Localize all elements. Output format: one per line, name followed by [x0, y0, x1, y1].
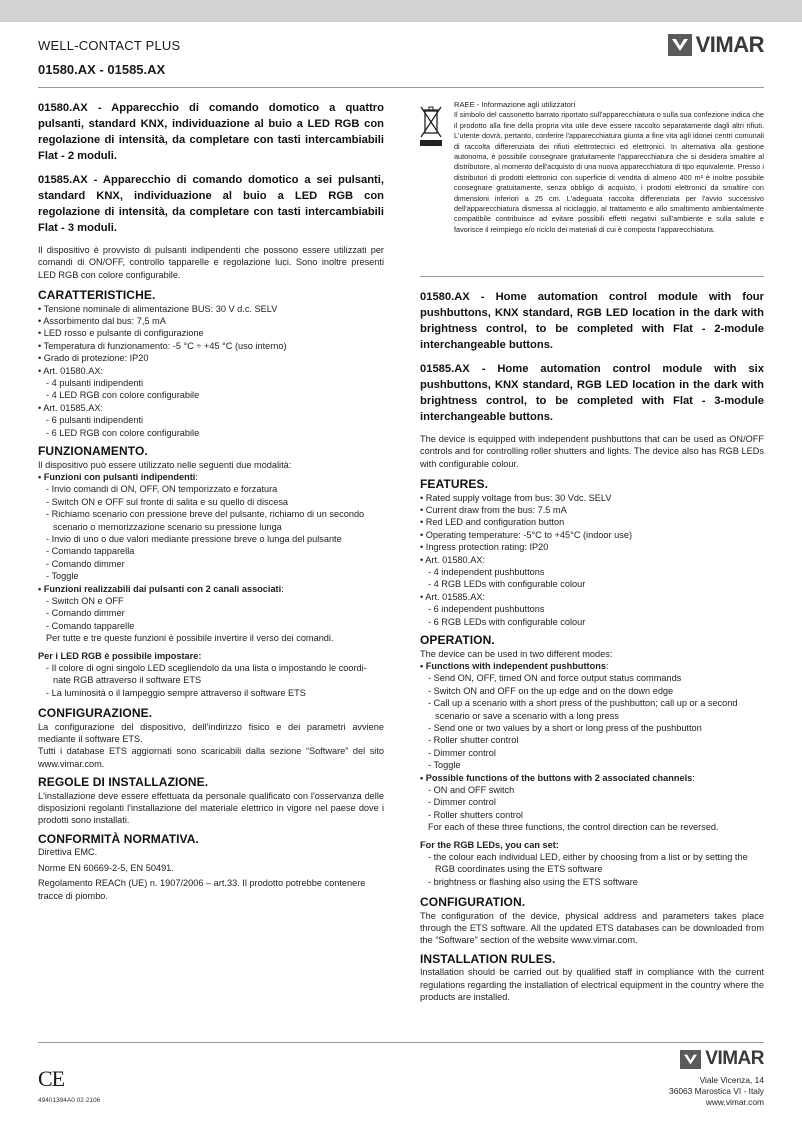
vimar-logo-mark-icon [668, 34, 692, 56]
raee-title: RAEE - Informazione agli utilizzatori [454, 100, 576, 109]
list-item: RGB coordinates using the ETS software [435, 864, 603, 875]
list-item: - Toggle [46, 571, 79, 582]
it-config-text: La configurazione del dispositivo, dell'indirizzo fisico e dei parametri avviene mediante il software ETS. [38, 721, 384, 745]
list-item: - Dimmer control [428, 747, 496, 758]
it-operation-intro: Il dispositivo può essere utilizzato nelle seguenti due modalità: [38, 459, 292, 470]
it-operation-title: FUNZIONAMENTO. [38, 444, 148, 459]
list-item: - 6 LED RGB con colore configurabile [46, 427, 200, 438]
it-config-text2: Tutti i database ETS aggiornati sono scaricabili dalla sezione “Software” del sito www.vimar.com. [38, 746, 384, 769]
list-item: - 4 RGB LEDs with configurable colour [428, 579, 586, 590]
vimar-logo-text: VIMAR [695, 32, 764, 57]
list-item: nate RGB attraverso il software ETS [53, 675, 202, 686]
ce-mark: CE [38, 1066, 65, 1091]
list-item: • Art. 01585.AX: [420, 591, 486, 602]
list-item: - Switch ON e OFF [46, 595, 124, 606]
en-op-indep-title: • Functions with independent pushbuttons: [420, 660, 609, 671]
en-features-title: FEATURES. [420, 477, 489, 492]
footer-rule [38, 1042, 764, 1043]
list-item: • Temperatura di funzionamento: -5 °C ÷ +45 °C (uso interno) [38, 340, 287, 351]
it-config-title: CONFIGURAZIONE. [38, 706, 153, 721]
list-item: • Art. 01580.AX: [420, 554, 486, 565]
it-lead-01585: 01585.AX - Apparecchio di comando domotico a sei pulsanti, standard KNX, individuazione al buio a LED RGB con regolazione di intensità, da completare con tasti intercambiabili Flat - 3 moduli. [38, 174, 384, 234]
header-rule [38, 87, 764, 88]
list-item: • Tensione nominale di alimentazione BUS: 30 V d.c. SELV [38, 303, 278, 314]
list-item: - 6 pulsanti indipendenti [46, 415, 144, 426]
vimar-logo [668, 32, 764, 58]
it-op-indep-title: • Funzioni con pulsanti indipendenti: [38, 471, 198, 482]
it-rgb-title: Per i LED RGB è possibile impostare: [38, 650, 202, 661]
en-rgb-title: For the RGB LEDs, you can set: [420, 839, 559, 850]
en-install-text: Installation should be carried out by qualified staff in compliance with the current regulations regarding the installation of electrical equipment in the country where the products are installed. [420, 967, 764, 1003]
list-item: • Current draw from the bus: 7.5 mA [420, 505, 567, 516]
en-config-text: The configuration of the device, physical address and parameters takes place through the ETS software. All the updated ETS databases can be downloaded from the “Software” section of the website www.vimar.com. [420, 910, 764, 946]
list-item: scenario or save a scenario with a long press [435, 710, 619, 721]
list-item: scenario o memorizzazione scenario su pressione lunga [53, 521, 282, 532]
list-item: - Roller shutters control [428, 809, 523, 820]
document-header [38, 32, 764, 77]
list-item: - Send one or two values by a short or long press of the pushbutton [428, 722, 702, 733]
en-install-title: INSTALLATION RULES. [420, 951, 556, 966]
list-item: - Richiamo scenario con pressione breve del pulsante, richiamo di un secondo [46, 509, 365, 520]
it-install-text: L'installazione deve essere effettuata da personale qualificato con l'osservanza delle disposizioni regolanti l'installazione del materiale elettrico in vigore nel paese dove i prodotti sono installati. [38, 790, 384, 826]
footer-vimar-logo [680, 1048, 764, 1070]
document-code: 49401394A0 02 2106 [38, 1097, 101, 1104]
raee-text-block [454, 100, 764, 235]
it-op-assoc-title: • Funzioni realizzabili dai pulsanti con 2 canali associati: [38, 583, 284, 594]
list-item: - Roller shutter control [428, 735, 519, 746]
address-city: 36063 Marostica VI - Italy [669, 1086, 764, 1096]
en-op-assoc-note: For each of these three functions, the control direction can be reversed. [428, 822, 719, 833]
raee-notice [420, 100, 764, 268]
list-item: - Switch ON and OFF on the up edge and on the down edge [428, 685, 674, 696]
raee-rule [420, 276, 764, 277]
en-operation-intro: The device can be used in two different modes: [420, 648, 613, 659]
list-item: - Switch ON e OFF sul fronte di salita e su quello di discesa [46, 496, 289, 507]
vimar-logo-mark-icon [680, 1050, 701, 1069]
en-lead-01580: 01580.AX - Home automation control module with four pushbuttons, KNX standard, RGB LED location in the dark with brightness control, to be completed with Flat - 2-module interchangeable buttons. [420, 291, 764, 351]
list-item: - Toggle [428, 760, 461, 771]
list-item: - Comando dimmer [46, 558, 125, 569]
en-op-assoc-title: • Possible functions of the buttons with 2 associated channels: [420, 772, 695, 783]
raee-body: Il simbolo del cassonetto barrato riportato sull'apparecchiatura o sulla sua confezione indica che il prodotto alla fine della propria vita utile deve essere raccolto separatamente dagli altri rifiuti. L'utente dovrà, pertanto, conferire l'apparecchiatura giunta a fine vita agli idonei centri comunali di raccolta differenziata dei rifiuti elettrotecnici ed elettronici. In alternativa alla gestione autonoma, è possibile consegnare gratuitamente l'apparecchiatura che si desidera smaltire al distributore, al momento dell'acquisto di una nuova apparecchiatura di tipo equivalente. Presso i distributori di prodotti elettronici con superficie di vendita di almeno 400 m² è inoltre possibile consegnare gratuitamente, senza obbligo di acquisto, i prodotti elettronici da smaltire con dimensioni inferiori a 25 cm. L'adeguata raccolta differenziata per l'avvio successivo dell'apparecchiatura dismessa al riciclaggio, al trattamento e allo smaltimento ambientalmente compatibile contribuisce ad evitare possibili effetti negativi sull'ambiente e sulla salute e favorisce il reimpiego e/o riciclo dei materiali di cui è composta l'apparecchiatura. [454, 110, 764, 234]
crossed-bin-bar [420, 140, 442, 146]
list-item: - Invio di uno o due valori mediante pressione breve o lunga del pulsante [46, 533, 342, 544]
list-item: • Red LED and configuration button [420, 517, 565, 528]
list-item: - Call up a scenario with a short press of the pushbutton; call up or a second [428, 698, 738, 709]
en-config-title: CONFIGURATION. [420, 895, 526, 910]
top-grey-bar [0, 0, 802, 22]
list-item: - 4 LED RGB con colore configurabile [46, 390, 200, 401]
italian-column [38, 100, 384, 902]
list-item: - 6 independent pushbuttons [428, 604, 545, 615]
list-item: • Art. 01585.AX: [38, 402, 104, 413]
en-operation-title: OPERATION. [420, 633, 495, 648]
list-item: - Comando tapparella [46, 546, 135, 557]
it-conform-line: Direttiva EMC. [38, 847, 98, 858]
it-op-assoc-note: Per tutte e tre queste funzioni è possibile invertire il verso dei comandi. [46, 633, 334, 644]
list-item: • Rated supply voltage from bus: 30 Vdc. SELV [420, 492, 612, 503]
list-item: - brightness or flashing also using the ETS software [428, 876, 638, 887]
company-address [669, 1075, 764, 1108]
list-item: • LED rosso e pulsante di configurazione [38, 328, 204, 339]
list-item: • Ingress protection rating: IP20 [420, 542, 549, 553]
list-item: - Comando dimmer [46, 608, 125, 619]
it-install-title: REGOLE DI INSTALLAZIONE. [38, 775, 209, 790]
address-street: Viale Vicenza, 14 [699, 1075, 764, 1085]
it-conform-line: Norme EN 60669-2-5, EN 50491. [38, 862, 174, 873]
it-conform-title: CONFORMITÀ NORMATIVA. [38, 831, 199, 846]
list-item: • Grado di protezione: IP20 [38, 353, 149, 364]
crossed-bin-icon [420, 104, 442, 138]
it-intro: Il dispositivo è provvisto di pulsanti indipendenti che possono essere utilizzati per comandi di ON/OFF, controllo tapparelle e regolazione luci. Sono inoltre presenti LED RGB con colore configurabile. [38, 245, 384, 280]
list-item: - Comando tapparelle [46, 620, 135, 631]
product-codes: 01580.AX - 01585.AX [38, 62, 166, 77]
list-item: - 4 independent pushbuttons [428, 567, 545, 578]
list-item: - Send ON, OFF, timed ON and force output status commands [428, 673, 682, 684]
list-item: - Invio comandi di ON, OFF, ON temporizzato e forzatura [46, 484, 278, 495]
list-item: - ON and OFF switch [428, 784, 515, 795]
list-item: - La luminosità o il lampeggio sempre attraverso il software ETS [46, 687, 306, 698]
list-item: - 6 RGB LEDs with configurable colour [428, 616, 586, 627]
english-column [420, 100, 764, 1003]
list-item: - Il colore di ogni singolo LED scegliendolo da una lista o impostando le coordi- [46, 663, 367, 673]
list-item: - Dimmer control [428, 797, 496, 808]
it-conform-reach: Regolamento REACh (UE) n. 1907/2006 – art.33. Il prodotto potrebbe contenere tracce di piombo. [38, 878, 366, 901]
list-item: • Operating temperature: -5°C to +45°C (indoor use) [420, 529, 633, 540]
list-item: • Art. 01580.AX: [38, 365, 104, 376]
it-lead-01580: 01580.AX - Apparecchio di comando domotico a quattro pulsanti, standard KNX, individuazione al buio a LED RGB con regolazione di intensità, da completare con tasti intercambiabili Flat - 2 moduli. [38, 102, 384, 162]
list-item: • Assorbimento dal bus: 7,5 mA [38, 316, 166, 327]
en-features-list [420, 492, 764, 628]
en-lead-01585: 01585.AX - Home automation control module with six pushbuttons, KNX standard, RGB LED location in the dark with brightness control, to be completed with Flat - 3-module interchangeable buttons. [420, 363, 764, 423]
it-features-title: CARATTERISTICHE. [38, 288, 156, 303]
vimar-logo-text: VIMAR [705, 1048, 764, 1069]
product-name: WELL-CONTACT PLUS [38, 38, 181, 53]
list-item: - the colour each individual LED, either by choosing from a list or by setting the [428, 852, 748, 862]
it-features-list [38, 303, 384, 439]
list-item: - 4 pulsanti indipendenti [46, 378, 144, 389]
website-link[interactable]: www.vimar.com [705, 1097, 764, 1107]
en-intro: The device is equipped with independent pushbuttons that can be used as ON/OFF controls and for controlling roller shutters and lights. The device also has RGB LEDs with configurable colour. [420, 434, 764, 469]
